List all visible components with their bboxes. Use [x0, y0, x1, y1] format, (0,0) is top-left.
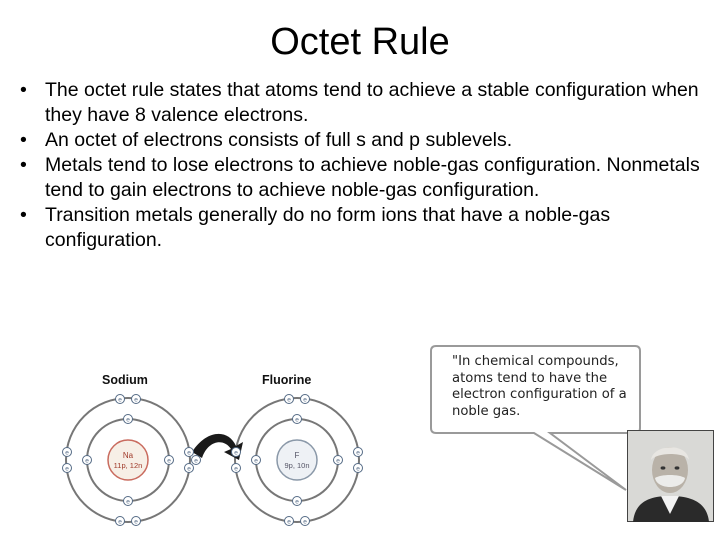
sodium-nucleus	[108, 440, 148, 480]
electron-label: e	[187, 449, 191, 457]
electron-label: e	[134, 518, 138, 526]
portrait-photo	[627, 430, 714, 522]
electron-label: e	[356, 449, 360, 457]
bullet-marker: •	[20, 204, 27, 226]
electron-label: e	[167, 457, 171, 465]
electron-label: e	[65, 465, 69, 473]
bullet-item	[18, 78, 708, 128]
electron-label: e	[118, 518, 122, 526]
bullet-item	[18, 153, 708, 203]
sodium-nucleus-label: 11p, 12n	[113, 461, 143, 470]
bullet-text: An octet of electrons consists of full s and p sublevels.	[45, 129, 513, 151]
bullet-text: The octet rule states that atoms tend to achieve a stable configuration when they have 8 valence electrons.	[45, 79, 699, 126]
electron-label: e	[234, 465, 238, 473]
electron-label: e	[356, 465, 360, 473]
fluorine-label: Fluorine	[262, 373, 312, 387]
fluorine-nucleus-label: 9p, 10n	[284, 461, 310, 470]
bullet-list	[18, 78, 708, 253]
electron-label: e	[118, 396, 122, 404]
bullet-marker: •	[20, 154, 27, 176]
electron-label: e	[303, 518, 307, 526]
electron-label: e	[134, 396, 138, 404]
electron-label: e	[295, 416, 299, 424]
slide-title: Octet Rule	[270, 21, 450, 63]
electron-label: e	[194, 457, 198, 465]
electron-label: e	[234, 449, 238, 457]
sodium-label: Sodium	[102, 373, 148, 387]
electron-label: e	[287, 396, 291, 404]
quote-text: "In chemical compounds, atoms tend to have the electron configuration of a noble gas.	[452, 354, 627, 419]
bullet-marker: •	[20, 129, 27, 151]
fluorine-symbol: F	[294, 451, 300, 460]
electron-label: e	[126, 498, 130, 506]
electron-label: e	[303, 396, 307, 404]
electron-label: e	[295, 498, 299, 506]
electron-label: e	[287, 518, 291, 526]
bullet-text: Metals tend to lose electrons to achieve noble-gas configuration. Nonmetals tend to gain electrons to achieve noble-gas configuration.	[45, 154, 700, 201]
electron-label: e	[187, 465, 191, 473]
electron-label: e	[126, 416, 130, 424]
bullet-marker: •	[20, 79, 27, 101]
fluorine-nucleus	[277, 440, 317, 480]
electron-label: e	[254, 457, 258, 465]
electron-label: e	[336, 457, 340, 465]
electron-label: e	[65, 449, 69, 457]
bullet-item	[18, 128, 708, 153]
bullet-text: Transition metals generally do no form ions that have a noble-gas configuration.	[45, 204, 611, 251]
sodium-symbol: Na	[122, 451, 134, 460]
electron-label: e	[85, 457, 89, 465]
atom-diagram	[56, 360, 386, 530]
bullet-item	[18, 203, 708, 253]
